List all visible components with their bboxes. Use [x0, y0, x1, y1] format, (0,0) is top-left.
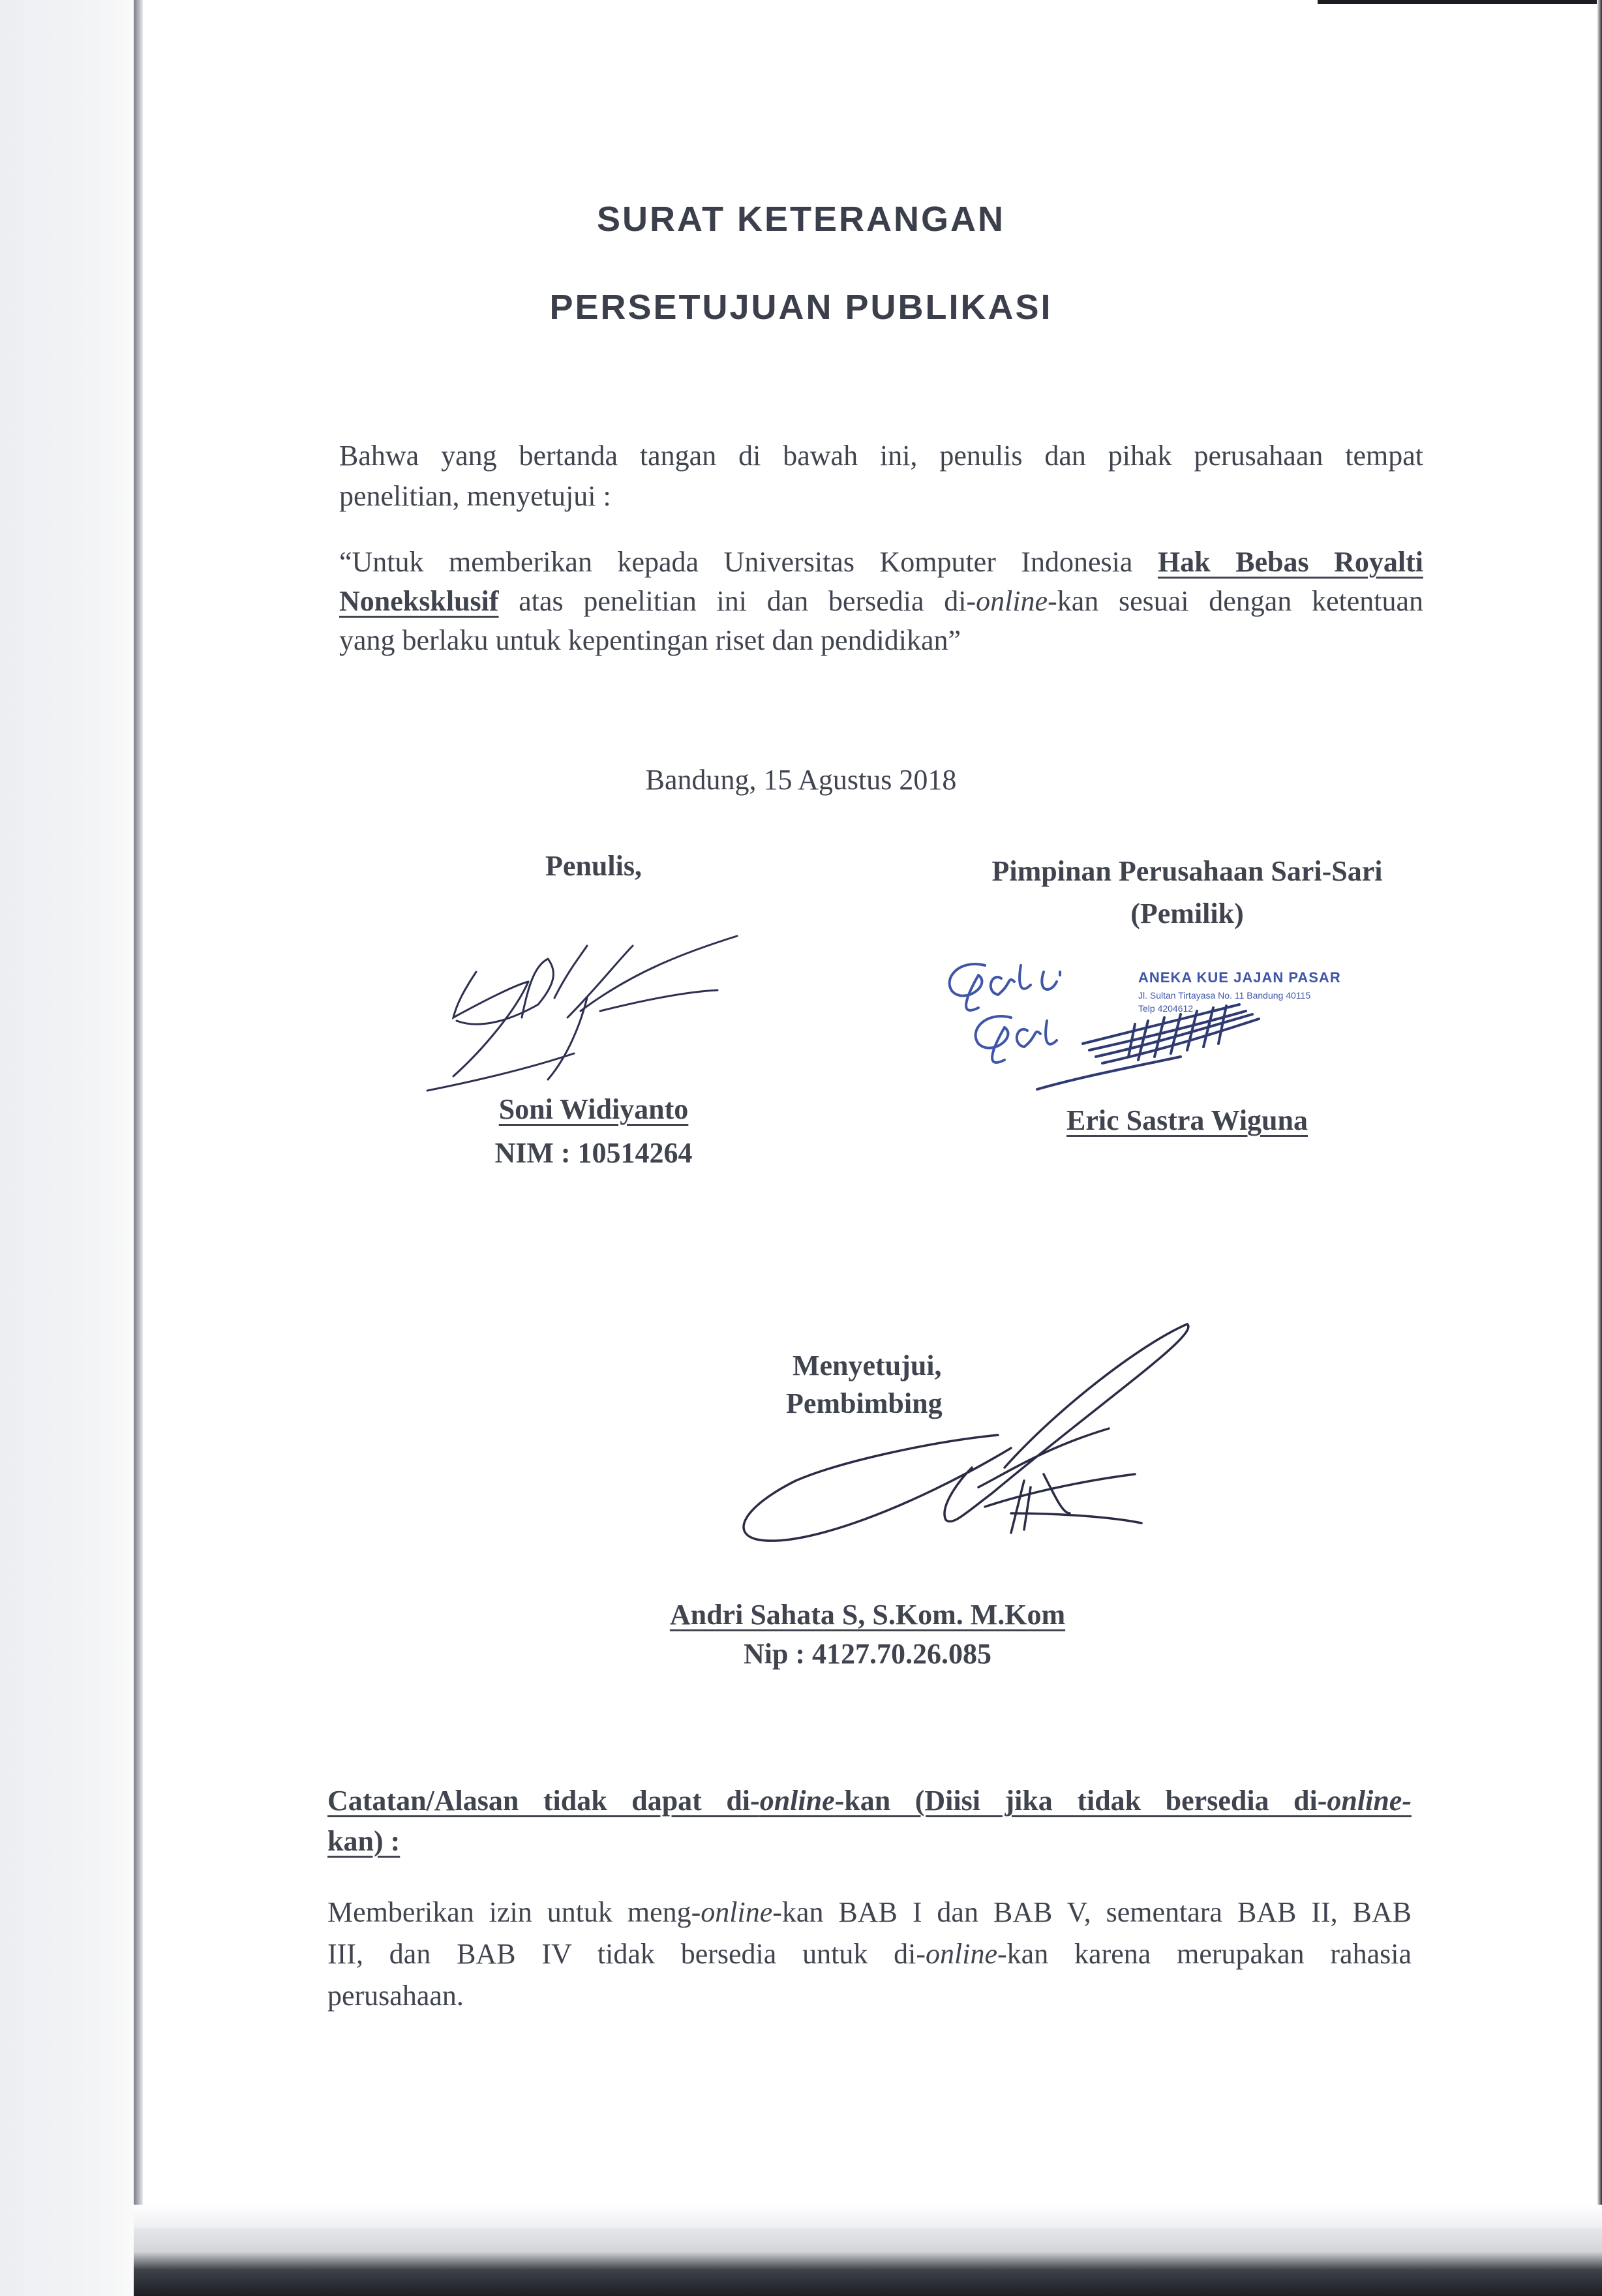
statement-line-3: yang berlaku untuk kepentingan riset dan pendidikan”	[339, 624, 961, 656]
scan-edge-top	[1318, 0, 1602, 4]
statement-text: “Untuk memberikan kepada Universitas Komputer Indonesia	[339, 546, 1158, 578]
company-role: Pimpinan Perusahaan Sari-Sari	[991, 855, 1383, 887]
notes-heading-line-1	[327, 1781, 1412, 1821]
scan-edge-right	[1597, 0, 1602, 2296]
notes-heading-text: Catatan/Alasan tidak dapat di-	[327, 1785, 760, 1817]
notes-italic: online	[926, 1938, 998, 1970]
author-role: Penulis,	[545, 850, 642, 882]
intro-line-2: penelitian, menyetujui :	[339, 480, 611, 512]
scan-shadow-bottom	[134, 2205, 1602, 2228]
author-signature	[417, 920, 757, 1096]
approval-role: Pembimbing	[786, 1387, 943, 1419]
stamp-name: ANEKA KUE JAJAN PASAR	[1138, 969, 1341, 986]
company-role-sub: (Pemilik)	[1130, 898, 1244, 929]
approval-label: Menyetujui,	[793, 1350, 942, 1382]
intro-line-1: Bahwa yang bertanda tangan di bawah ini, penulis dan pihak perusahaan tempat	[339, 440, 1423, 472]
author-id: NIM : 10514264	[494, 1137, 693, 1169]
advisor-id: Nip : 4127.70.26.085	[743, 1638, 992, 1670]
notes-text: -kan BAB I dan BAB V, sementara BAB II, BAB	[772, 1896, 1412, 1928]
company-signer-name: Eric Sastra Wiguna	[1066, 1104, 1308, 1136]
license-term: Hak Bebas Royalti	[1157, 546, 1423, 578]
notes-line-2	[327, 1933, 1412, 1975]
statement-line-2	[339, 582, 1423, 621]
place-date: Bandung, 15 Agustus 2018	[645, 764, 957, 796]
notes-text: III, dan BAB IV tidak bersedia untuk di-	[327, 1938, 926, 1970]
author-name: Soni Widiyanto	[498, 1093, 689, 1125]
statement-line-1	[339, 543, 1423, 582]
notes-heading-italic: online	[759, 1785, 835, 1817]
intro-paragraph	[339, 436, 1423, 517]
notes-heading-italic: online-	[1327, 1785, 1412, 1817]
notes-heading	[327, 1781, 1412, 1862]
notes-heading-line-2: kan) :	[327, 1825, 400, 1857]
advisor-name: Andri Sahata S, S.Kom. M.Kom	[669, 1599, 1066, 1631]
scan-edge-left	[134, 0, 143, 2296]
notes-line-1	[327, 1892, 1412, 1933]
stamp-address: Jl. Sultan Tirtayasa No. 11 Bandung 40115	[1138, 990, 1311, 1001]
statement-paragraph	[339, 543, 1423, 660]
notes-paragraph	[327, 1892, 1412, 2017]
notes-text: Memberikan izin untuk meng-	[327, 1896, 701, 1928]
stamp-phone: Telp 4204612	[1138, 1003, 1194, 1014]
scan-edge-bottom	[134, 2228, 1602, 2296]
statement-text: atas penelitian ini dan bersedia di-	[498, 585, 976, 617]
company-signature	[939, 946, 1409, 1096]
advisor-signature	[718, 1318, 1213, 1592]
notes-italic: online	[701, 1896, 773, 1928]
license-term-cont: Noneksklusif	[339, 585, 499, 617]
notes-heading-text: -kan (Diisi jika tidak bersedia di-	[834, 1785, 1327, 1817]
document-title: SURAT KETERANGAN	[597, 200, 1005, 239]
statement-italic: online	[976, 585, 1048, 617]
notes-line-3: perusahaan.	[327, 1980, 464, 2012]
scan-shadow-left	[0, 0, 134, 2296]
notes-text: -kan karena merupakan rahasia	[997, 1938, 1412, 1970]
company-stamp	[939, 946, 1409, 1096]
statement-text: -kan sesuai dengan ketentuan	[1048, 585, 1423, 617]
document-subtitle: PERSETUJUAN PUBLIKASI	[549, 288, 1053, 327]
